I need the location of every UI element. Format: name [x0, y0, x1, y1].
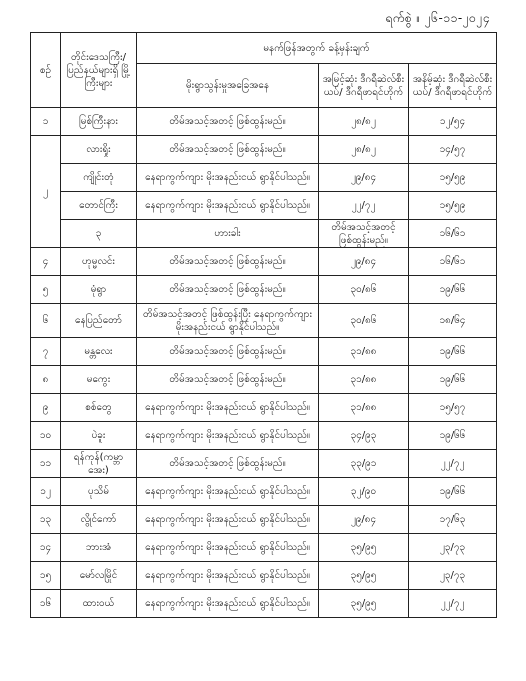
row-city: ရန်ကုန်(ကမ္ဘာအေး) — [61, 450, 137, 478]
row-no: ၁၅ — [31, 562, 61, 590]
row-no: ၁၆ — [31, 590, 61, 618]
header-forecast-group: မနက်ဖြန်အတွက် ခန့်မှန်းချက် — [137, 33, 497, 64]
row-condition: တိမ်အသင့်အတင့် ဖြစ်ထွန်းမည်။ — [137, 136, 319, 164]
row-min-temp: ၂၂/၇၂ — [409, 590, 497, 618]
row-condition: တိမ်အသင့်အတင့် ဖြစ်ထွန်းမည်။ — [137, 338, 319, 366]
row-condition: တိမ်အသင့်အတင့် ဖြစ်ထွန်းမည်။ — [137, 276, 319, 304]
row-condition: နေရာကွက်ကျား မိုးအနည်းငယ် ရွာနိုင်ပါသည်။ — [137, 192, 319, 220]
table-row — [31, 248, 497, 276]
row-city: စစ်တွေ — [61, 394, 137, 422]
row-max-temp: ၃၅/၉၅ — [319, 534, 409, 562]
row-condition: တိမ်အသင့်အတင့် ဖြစ်ထွန်းမည်။ — [137, 366, 319, 394]
row-city: ပဲခူး — [61, 422, 137, 450]
row-city: မန္တလေး — [61, 338, 137, 366]
header-no: စဉ် — [31, 33, 61, 108]
row-no: ၁ — [31, 108, 61, 136]
row-condition: နေရာကွက်ကျား မိုးအနည်းငယ် ရွာနိုင်ပါသည်။ — [137, 478, 319, 506]
row-no: ၄ — [31, 248, 61, 276]
row-min-temp: ၂၃/၇၃ — [409, 534, 497, 562]
row-city: ထားဝယ် — [61, 590, 137, 618]
row-max-temp: ၂၉/၈၄ — [319, 506, 409, 534]
row-no: ၆ — [31, 304, 61, 338]
row-no: ၁၂ — [31, 478, 61, 506]
row-min-temp: ၁၉/၆၆ — [409, 338, 497, 366]
table-row — [31, 164, 497, 192]
table-row — [31, 108, 497, 136]
row-condition: တိမ်အသင့်အတင့် ဖြစ်ထွန်းပြီး နေရာကွက်ကျား မိုးအနည်းငယ် ရွာနိုင်ပါသည်။ — [137, 304, 319, 338]
row-city: မကွေး — [61, 366, 137, 394]
row-condition: နေရာကွက်ကျား မိုးအနည်းငယ် ရွာနိုင်ပါသည်။ — [137, 164, 319, 192]
row-min-temp: ၁၇/၆၃ — [409, 506, 497, 534]
row-max-temp: ၂၂/၇၂ — [319, 192, 409, 220]
row-max-temp: ၃၃/၉၁ — [319, 450, 409, 478]
row-no: ၁၃ — [31, 506, 61, 534]
row-no: ၂ — [31, 136, 61, 248]
table-row — [31, 338, 497, 366]
row-max-temp: ၃၂/၉၀ — [319, 478, 409, 506]
table-row — [31, 276, 497, 304]
row-condition: နေရာကွက်ကျား မိုးအနည်းငယ် ရွာနိုင်ပါသည်။ — [137, 422, 319, 450]
header-min-temp: အနိမ့်ဆုံး ဒီဂရီဆဲလ်စီးယပ်/ ဒီဂရီဖာရင်ဟိုက် — [409, 64, 497, 108]
row-no: ၁၀ — [31, 422, 61, 450]
row-no: ၇ — [31, 338, 61, 366]
row-no: ၅ — [31, 276, 61, 304]
row-max-temp: ၂၉/၈၄ — [319, 164, 409, 192]
row-min-temp: ၁၆/၆၁ — [409, 248, 497, 276]
row-city: နေပြည်တော် — [61, 304, 137, 338]
row-condition: နေရာကွက်ကျား မိုးအနည်းငယ် ရွာနိုင်ပါသည်။ — [137, 590, 319, 618]
table-row — [31, 220, 497, 248]
table-row — [31, 136, 497, 164]
row-city: ဟုမ္မလင်း — [61, 248, 137, 276]
row-min-temp: ၁၈/၆၄ — [409, 304, 497, 338]
row-max-temp: ၂၈/၈၂ — [319, 136, 409, 164]
row-condition: တိမ်အသင့်အတင့် ဖြစ်ထွန်းမည်။ — [137, 248, 319, 276]
header-city: တိုင်းဒေသကြီး/ ပြည်နယ်များရှိ မြို့ကြီးများ — [61, 33, 137, 108]
row-city: မုံရွာ — [61, 276, 137, 304]
row-city: မြစ်ကြီးနား — [61, 108, 137, 136]
row-min-temp: ၁၉/၆၆ — [409, 422, 497, 450]
table-row — [31, 478, 497, 506]
header-max-temp: အမြင့်ဆုံး ဒီဂရီဆဲလ်စီးယပ်/ ဒီဂရီဖာရင်ဟိုက် — [319, 64, 409, 108]
row-city: တောင်ကြီး — [61, 192, 137, 220]
table-row — [31, 562, 497, 590]
row-max-temp: ၃၄/၉၃ — [319, 422, 409, 450]
row-max-temp: ၃၀/၈၆ — [319, 276, 409, 304]
table-row — [31, 304, 497, 338]
row-condition: နေရာကွက်ကျား မိုးအနည်းငယ် ရွာနိုင်ပါသည်။ — [137, 394, 319, 422]
row-min-temp: ၁၅/၅၇ — [409, 394, 497, 422]
row-max-temp: ၁၆/၆၁ — [409, 220, 497, 248]
row-city: လွိုင်ကော် — [61, 506, 137, 534]
row-condition: တိမ်အသင့်အတင့် ဖြစ်ထွန်းမည်။ — [137, 108, 319, 136]
row-min-temp: ၁၉/၆၆ — [409, 276, 497, 304]
row-min-temp: ၂၃/၇၃ — [409, 562, 497, 590]
row-min-temp: ၁၄/၅၇ — [409, 136, 497, 164]
row-city: မော်လမြိုင် — [61, 562, 137, 590]
table-row — [31, 394, 497, 422]
row-no: ၈ — [31, 366, 61, 394]
row-city: ဘားအံ — [61, 534, 137, 562]
row-max-temp: ၃၀/၈၆ — [319, 304, 409, 338]
row-no: ၉ — [31, 394, 61, 422]
row-max-temp: ၂၉/၈၄ — [319, 248, 409, 276]
row-city: ပုသိမ် — [61, 478, 137, 506]
row-max-temp: ၃၁/၈၈ — [319, 338, 409, 366]
table-row — [31, 450, 497, 478]
table-row — [31, 534, 497, 562]
table-row — [31, 422, 497, 450]
header-condition: မိုးရွာသွန်းမှုအခြေအနေ — [137, 64, 319, 108]
table-row — [31, 590, 497, 618]
row-no: ၃ — [61, 220, 137, 248]
row-min-temp: ၁၅/၅၉ — [409, 164, 497, 192]
row-condition: နေရာကွက်ကျား မိုးအနည်းငယ် ရွာနိုင်ပါသည်။ — [137, 562, 319, 590]
row-no: ၁၁ — [31, 450, 61, 478]
forecast-table — [30, 32, 497, 618]
row-city: လားရှိုး — [61, 136, 137, 164]
row-max-temp: ၃၁/၈၈ — [319, 394, 409, 422]
row-condition: နေရာကွက်ကျား မိုးအနည်းငယ် ရွာနိုင်ပါသည်။ — [137, 534, 319, 562]
table-row — [31, 506, 497, 534]
row-condition: နေရာကွက်ကျား မိုးအနည်းငယ် ရွာနိုင်ပါသည်။ — [137, 506, 319, 534]
row-max-temp: ၃၅/၉၅ — [319, 562, 409, 590]
table-row — [31, 192, 497, 220]
row-no: ၁၄ — [31, 534, 61, 562]
row-min-temp: ၁၅/၅၉ — [409, 192, 497, 220]
row-condition: တိမ်အသင့်အတင့် ဖြစ်ထွန်းမည်။ — [319, 220, 409, 248]
table-row — [31, 366, 497, 394]
row-max-temp: ၃၅/၉၅ — [319, 590, 409, 618]
row-max-temp: ၃၁/၈၈ — [319, 366, 409, 394]
row-city: ကျိုင်းတုံ — [61, 164, 137, 192]
row-min-temp: ၁၉/၆၆ — [409, 478, 497, 506]
row-city: ဟားခါး — [137, 220, 319, 248]
row-condition: တိမ်အသင့်အတင့် ဖြစ်ထွန်းမည်။ — [137, 450, 319, 478]
row-min-temp: ၁၉/၆၆ — [409, 366, 497, 394]
row-min-temp: ၁၂/၅၄ — [409, 108, 497, 136]
row-max-temp: ၂၈/၈၂ — [319, 108, 409, 136]
row-min-temp: ၂၂/၇၂ — [409, 450, 497, 478]
date-line: ရက်စွဲ ။ ၂၆-၁၁-၂၀၂၄ — [385, 11, 490, 25]
